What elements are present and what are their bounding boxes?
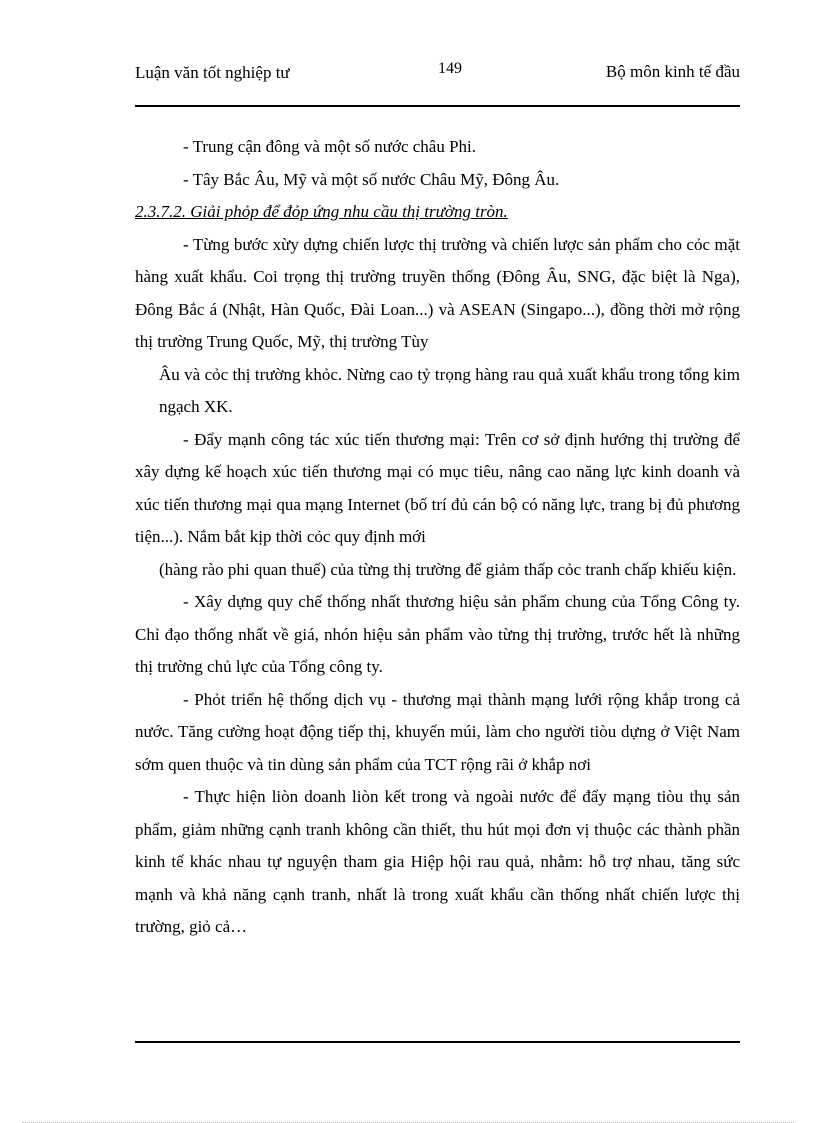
paragraph-trade-promotion: - Đẩy mạnh công tác xúc tiến thương mại: Trên cơ sở định hướng thị trường để xây dựng kế hoạch xúc tiến thương mại có mục tiêu, nâng cao năng lực kinh doanh và xúc tiến thương mại qua mạng Internet (bố trí đủ cán bộ có năng lực, trang bị đủ phương tiện...). Nắm bắt kịp thời cỏc quy định mới [135,429,740,546]
paragraph-market-strategy-continued: Âu và cỏc thị trường khỏc. Nừng cao tỷ trọng hàng rau quả xuất khẩu trong tổng kim ngạch XK. [159,364,740,416]
footer-rule [135,1041,740,1043]
paragraph-market-strategy: - Từng bước xừy dựng chiến lược thị trường và chiến lược sản phẩm cho cỏc mặt hàng xuất khẩu. Coi trọng thị trường truyền thống (Đông Âu, SNG, đặc biệt là Nga), Đông Bắc á (Nhật, Hàn Quốc, Đài Loan...) và ASEAN (Singapo...), đồng thời mở rộng thị trường Trung Quốc, Mỹ, thị trường Tùy [135,234,740,351]
paragraph-northwest-europe: - Tây Bắc Âu, Mỹ và một số nước Châu Mỹ, Đông Âu. [183,169,560,189]
header-rule [135,105,740,107]
paragraph-trade-promotion-continued: (hàng rào phi quan thuế) của từng thị trường để giảm thấp cỏc tranh chấp khiếu kiện. [159,559,737,579]
paragraph-middle-east: - Trung cận đông và một số nước châu Phi. [183,137,477,156]
section-heading: 2.3.7.2. Giải phỏp để đỏp ứng nhu cầu thị trường tròn. [135,202,508,221]
page-number: 149 [438,60,462,77]
paragraph-joint-venture: - Thực hiện liòn doanh liòn kết trong và ngoài nước để đẩy mạng tiòu thụ sản phẩm, giảm những cạnh tranh không cần thiết, thu hút mọi đơn vị thuộc các thành phần kinh tế khác nhau tự nguyện tham gia Hiệp hội rau quả, nhằm: hỗ trợ nhau, tăng sức mạnh và khả năng cạnh tranh, nhất là trong xuất khẩu cần thống nhất chiến lược thị trường, giỏ cả… [135,787,740,936]
header-document-title: Luận văn tốt nghiệp tư [135,63,290,82]
paragraph-brand-policy: - Xây dựng quy chế thống nhất thương hiệu sản phẩm chung của Tổng Công ty. Chỉ đạo thống nhất về giá, nhón hiệu sản phẩm vào từng thị trường, trước hết là những thị trường chủ lực của Tổng công ty. [135,592,740,676]
header-department: Bộ môn kinh tế đầu [605,62,740,81]
paragraph-distribution-network: - Phỏt triển hệ thống dịch vụ - thương mại thành mạng lưới rộng khắp trong cả nước. Tăng cường hoạt động tiếp thị, khuyến múi, làm cho người tiòu dựng ở Việt Nam sớm quen thuộc và tin dùng sản phẩm của TCT rộng rãi ở khắp nơi [135,689,740,774]
page-body [135,131,740,944]
